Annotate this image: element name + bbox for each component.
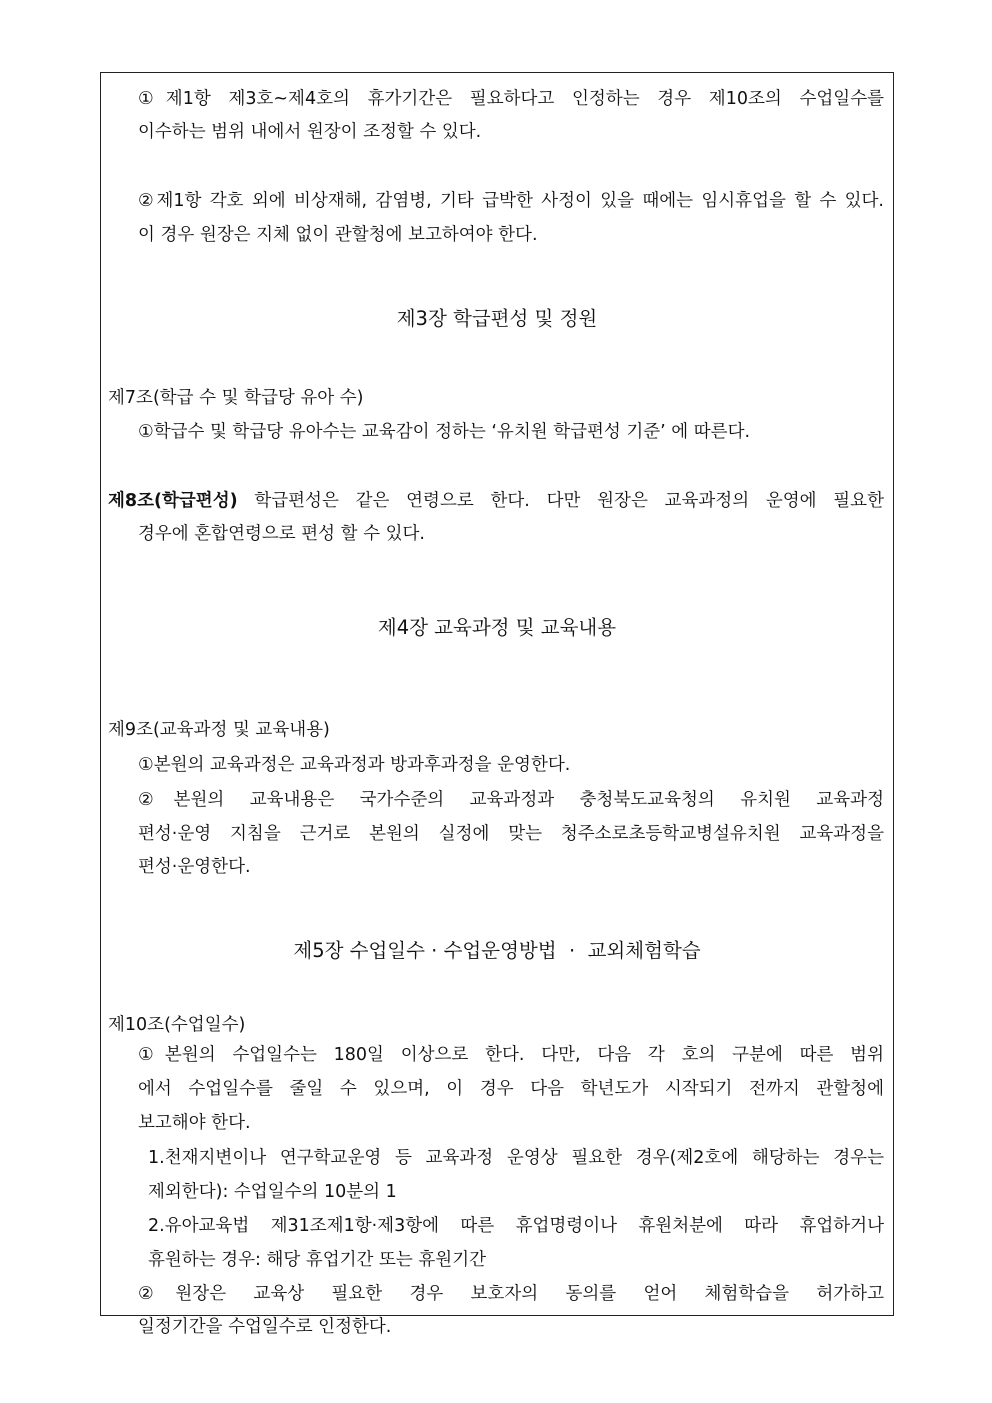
- paragraph-line: 편성·운영 지침을 근거로 본원의 실정에 맞는 청주소로초등학교병설유치원 교육과정을: [138, 824, 884, 844]
- article-text: 학급편성은 같은 연령으로 한다. 다만 원장은 교육과정의 운영에 필요한: [237, 491, 884, 511]
- paragraph-line: 일정기간을 수업일수로 인정한다.: [138, 1317, 392, 1337]
- paragraph-line: 보고해야 한다.: [138, 1113, 251, 1133]
- chapter-heading: 제5장 수업일수 · 수업운영방법 · 교외체험학습: [293, 939, 701, 962]
- paragraph-line: ①학급수 및 학급당 유아수는 교육감이 정하는 ‘유치원 학급편성 기준’ 에 따른다.: [138, 422, 751, 442]
- list-item-line: 제외한다): 수업일수의 10분의 1: [148, 1182, 397, 1202]
- paragraph-line: 이 경우 원장은 지체 없이 관할청에 보고하여야 한다.: [138, 225, 538, 245]
- paragraph-line: ①본원의 수업일수는 180일 이상으로 한다. 다만, 다음 각 호의 구분에 따른 범위: [138, 1045, 884, 1065]
- chapter-heading: 제4장 교육과정 및 교육내용: [377, 616, 617, 639]
- article-heading: 제9조(교육과정 및 교육내용): [108, 720, 330, 740]
- list-item-line: 2.유아교육법 제31조제1항·제3항에 따른 휴업명령이나 휴원처분에 따라 휴업하거나: [148, 1216, 884, 1236]
- list-item-line: 1.천재지변이나 연구학교운영 등 교육과정 운영상 필요한 경우(제2호에 해당하는 경우는: [148, 1148, 884, 1168]
- paragraph-line: 에서 수업일수를 줄일 수 있으며, 이 경우 다음 학년도가 시작되기 전까지 관할청에: [138, 1079, 884, 1099]
- article-heading: 제7조(학급 수 및 학급당 유아 수): [108, 388, 364, 408]
- article-heading: 제10조(수업일수): [108, 1015, 246, 1035]
- chapter-heading: 제3장 학급편성 및 정원: [396, 307, 598, 330]
- paragraph-line: ②제1항 각호 외에 비상재해, 감염병, 기타 급박한 사정이 있을 때에는 임시휴업을 할 수 있다.: [138, 191, 884, 211]
- paragraph-line: 경우에 혼합연령으로 편성 할 수 있다.: [138, 524, 425, 544]
- article-heading: 제8조(학급편성): [108, 491, 238, 511]
- paragraph-line: ①본원의 교육과정은 교육과정과 방과후과정을 운영한다.: [138, 755, 571, 775]
- article-line: [108, 489, 884, 513]
- paragraph-line: ①제1항 제3호~제4호의 휴가기간은 필요하다고 인정하는 경우 제10조의 수업일수를: [138, 89, 884, 109]
- paragraph-line: 이수하는 범위 내에서 원장이 조정할 수 있다.: [138, 122, 482, 142]
- paragraph-line: ②원장은 교육상 필요한 경우 보호자의 동의를 얻어 체험학습을 허가하고: [138, 1284, 884, 1304]
- paragraph-line: 편성·운영한다.: [138, 857, 251, 877]
- paragraph-line: ②본원의 교육내용은 국가수준의 교육과정과 충청북도교육청의 유치원 교육과정: [138, 790, 884, 810]
- list-item-line: 휴원하는 경우: 해당 휴업기간 또는 휴원기간: [148, 1250, 486, 1270]
